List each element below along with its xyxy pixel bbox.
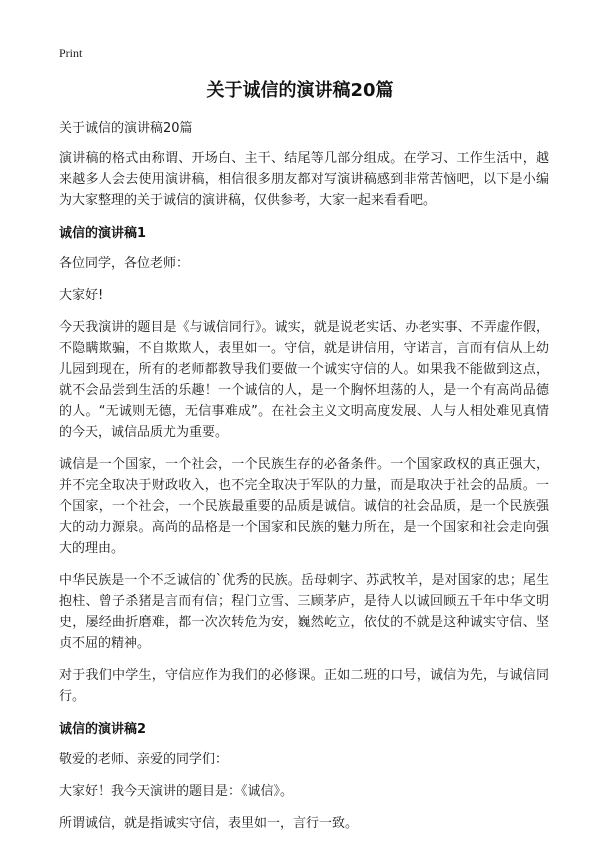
section-1-heading: 诚信的演讲稿1 [59, 226, 147, 241]
section-1-paragraph: 对于我们中学生，守信应作为我们的必修课。正如二班的口号，诚信为先，与诚信同行。 [59, 668, 549, 704]
document-subtitle: 关于诚信的演讲稿20篇 [59, 121, 193, 136]
section-2-hello: 大家好！我今天演讲的题目是：《诚信》。 [59, 784, 294, 799]
section-2-heading: 诚信的演讲稿2 [59, 722, 147, 737]
section-2-paragraph: 所谓诚信，就是指诚实守信，表里如一，言行一致。 [59, 816, 359, 831]
section-1-paragraph: 今天我演讲的题目是《与诚信同行》。诚实，就是说老实话、办老实事、不弄虚作假，不隐瞒欺骗，不自欺欺人，表里如一。守信，就是讲信用，守诺言，言而有信从上幼儿园到现在，所有的老师都教导我们要做一个诚实守信的人。如果我不能做到这点，就不会品尝到生活的乐趣！一个诚信的人，是一个胸怀坦荡的人，是一个有高尚品德的人。“无诚则无德，无信事难成”。在社会主义文明高度发展、人与人相处难见真情的今天，诚信品质尤为重要。 [59, 320, 549, 440]
section-1-paragraph: 诚信是一个国家，一个社会，一个民族生存的必备条件。一个国家政权的真正强大，并不完全取决于财政收入，也不完全取决于军队的力量，而是取决于社会的品质。一个国家，一个社会，一个民族最重要的品质是诚信。诚信的社会品质，是一个民族强大的动力源泉。高尚的品格是一个国家和民族的魅力所在，是一个国家和社会走向强大的理由。 [59, 457, 549, 556]
document-body [59, 118, 549, 845]
section-1-greeting: 各位同学，各位老师： [59, 256, 190, 271]
print-link[interactable]: Print [59, 46, 83, 60]
section-1-hello: 大家好! [59, 288, 104, 303]
intro-paragraph: 演讲稿的格式由称谓、开场白、主干、结尾等几部分组成。在学习、工作生活中，越来越多人会去使用演讲稿，相信很多朋友都对写演讲稿感到非常苦恼吧，以下是小编为大家整理的关于诚信的演讲稿，仅供参考，大家一起来看看吧。 [59, 151, 549, 208]
section-2-greeting: 敬爱的老师、亲爱的同学们： [59, 752, 229, 767]
section-1-paragraph: 中华民族是一个不乏诚信的`优秀的民族。岳母刺字、苏武牧羊，是对国家的忠；尾生抱柱、曾子杀猪是言而有信；程门立雪、三顾茅庐，是待人以诚回顾五千年中华文明史，屡经曲折磨难，都一次次转危为安，巍然屹立，依仗的不就是这种诚实守信、坚贞不屈的精神。 [59, 573, 549, 651]
document-title: 关于诚信的演讲稿20篇 [206, 80, 394, 101]
